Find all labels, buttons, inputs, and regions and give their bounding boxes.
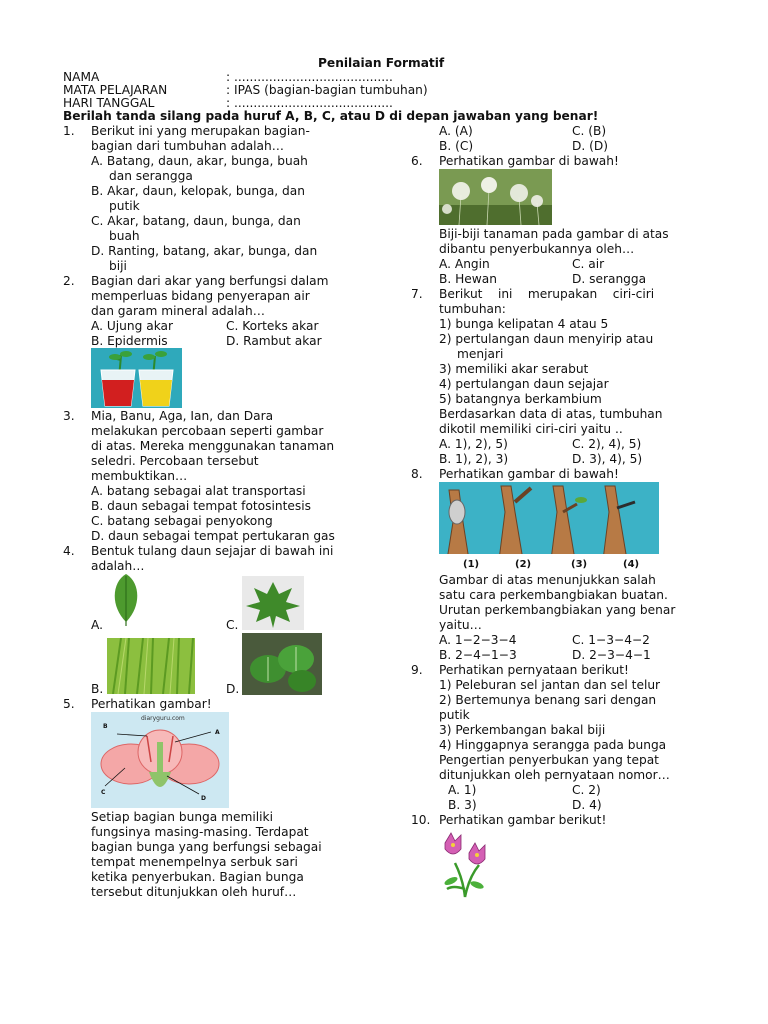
q3-text: seledri. Percobaan tersebut — [91, 454, 259, 468]
mapel-value: : IPAS (bagian-bagian tumbuhan) — [226, 83, 428, 97]
q8-text: satu cara perkembangbiakan buatan. — [439, 588, 668, 602]
q3-option-b[interactable]: B. daun sebagai tempat fotosintesis — [91, 499, 311, 513]
leaf-image-c — [242, 576, 304, 630]
step-4-label: (4) — [623, 559, 640, 570]
q1-option-c[interactable]: buah — [109, 229, 140, 243]
q6-option-a[interactable]: A. Angin — [439, 257, 490, 271]
q1-option-d[interactable]: biji — [109, 259, 127, 273]
q1-text: bagian dari tumbuhan adalah… — [91, 139, 284, 153]
instruction: Berilah tanda silang pada huruf A, B, C, atau D di depan jawaban yang benar! — [63, 109, 599, 123]
q2-option-c[interactable]: C. Korteks akar — [226, 319, 319, 333]
q1-option-d[interactable]: D. Ranting, batang, akar, bunga, dan — [91, 244, 318, 258]
q5-option-a[interactable]: A. (A) — [439, 124, 473, 138]
hari-label: HARI TANGGAL — [63, 96, 155, 110]
q6-text: dibantu penyerbukannya oleh… — [439, 242, 635, 256]
q9-item: 4) Hinggapnya serangga pada bunga — [439, 738, 667, 752]
q6-text: Perhatikan gambar di bawah! — [439, 154, 619, 168]
q3-option-d[interactable]: D. daun sebagai tempat pertukaran gas — [91, 529, 335, 543]
mapel-label: MATA PELAJARAN — [63, 83, 168, 97]
q7-text: Berikut ini merupakan ciri-ciri — [439, 287, 655, 301]
leaf-image-b — [107, 638, 195, 694]
q6-text: Biji-biji tanaman pada gambar di atas — [439, 227, 669, 241]
q7-option-c[interactable]: C. 2), 4), 5) — [572, 437, 642, 451]
q1-option-c[interactable]: C. Akar, batang, daun, bunga, dan — [91, 214, 301, 228]
q1-option-a[interactable]: dan serangga — [109, 169, 193, 183]
q4-option-b[interactable]: B. — [91, 682, 104, 696]
q9-item: putik — [439, 708, 470, 722]
q2-option-d[interactable]: D. Rambut akar — [226, 334, 322, 348]
q6-option-b[interactable]: B. Hewan — [439, 272, 497, 286]
q8-text: Urutan perkembangbiakan yang benar — [439, 603, 676, 617]
q5-option-b[interactable]: B. (C) — [439, 139, 474, 153]
q2-text: Bagian dari akar yang berfungsi dalam — [91, 274, 329, 288]
q9-option-c[interactable]: C. 2) — [572, 783, 601, 797]
q8-text: Gambar di atas menunjukkan salah — [439, 573, 656, 587]
q7-text: dikotil memiliki ciri-ciri yaitu .. — [439, 422, 623, 436]
q4-option-c[interactable]: C. — [226, 618, 239, 632]
q6-option-d[interactable]: D. serangga — [572, 272, 647, 286]
q4-text: adalah… — [91, 559, 145, 573]
dandelion-image — [439, 169, 552, 225]
q5-text: tersebut ditunjukkan oleh huruf… — [91, 885, 297, 899]
diagram-label-a: A — [215, 729, 220, 736]
diagram-label-d: D — [201, 795, 206, 802]
grafting-steps-image — [439, 482, 659, 572]
leaf-image-a — [108, 572, 144, 628]
q7-item: 3) memiliki akar serabut — [439, 362, 589, 376]
q1-text: Berikut ini yang merupakan bagian- — [91, 124, 310, 138]
q5-text: ketika penyerbukan. Bagian bunga — [91, 870, 304, 884]
q4-option-d[interactable]: D. — [226, 682, 240, 696]
q4-option-a[interactable]: A. — [91, 618, 103, 632]
q8-option-d[interactable]: D. 2−3−4−1 — [572, 648, 651, 662]
q3-text: di atas. Mereka menggunakan tanaman — [91, 439, 335, 453]
step-3-label: (3) — [571, 559, 588, 570]
q7-number: 7. — [411, 287, 423, 301]
q9-option-b[interactable]: B. 3) — [448, 798, 477, 812]
q3-text: Mia, Banu, Aga, Ian, dan Dara — [91, 409, 274, 423]
q4-number: 4. — [63, 544, 75, 558]
q8-number: 8. — [411, 467, 423, 481]
q7-item: 1) bunga kelipatan 4 atau 5 — [439, 317, 609, 331]
step-1-label: (1) — [463, 559, 480, 570]
q6-option-c[interactable]: C. air — [572, 257, 605, 271]
q7-option-d[interactable]: D. 3), 4), 5) — [572, 452, 643, 466]
celery-experiment-image — [91, 348, 182, 408]
q2-option-a[interactable]: A. Ujung akar — [91, 319, 174, 333]
q7-item: menjari — [457, 347, 504, 361]
q5-number: 5. — [63, 697, 75, 711]
q9-number: 9. — [411, 663, 423, 677]
step-2-label: (2) — [515, 559, 532, 570]
q7-text: Berdasarkan data di atas, tumbuhan — [439, 407, 663, 421]
q2-text: dan garam mineral adalah… — [91, 304, 265, 318]
q9-item: 3) Perkembangan bakal biji — [439, 723, 606, 737]
q8-option-a[interactable]: A. 1−2−3−4 — [439, 633, 517, 647]
q9-item: 2) Bertemunya benang sari dengan — [439, 693, 657, 707]
q5-text: Perhatikan gambar! — [91, 697, 212, 711]
q7-item: 4) pertulangan daun sejajar — [439, 377, 609, 391]
q5-option-c[interactable]: C. (B) — [572, 124, 607, 138]
q3-text: membuktikan… — [91, 469, 188, 483]
nama-label: NAMA — [63, 70, 100, 84]
q8-option-b[interactable]: B. 2−4−1−3 — [439, 648, 517, 662]
q3-number: 3. — [63, 409, 75, 423]
q6-number: 6. — [411, 154, 423, 168]
q1-option-b[interactable]: B. Akar, daun, kelopak, bunga, dan — [91, 184, 305, 198]
diagram-site-label: diaryguru.com — [141, 715, 185, 722]
flower-diagram-image — [91, 712, 229, 808]
q1-option-b[interactable]: putik — [109, 199, 140, 213]
q5-text: bagian bunga yang berfungsi sebagai — [91, 840, 322, 854]
q10-text: Perhatikan gambar berikut! — [439, 813, 607, 827]
q4-text: Bentuk tulang daun sejajar di bawah ini — [91, 544, 334, 558]
flower-plant-image — [439, 829, 497, 899]
q8-text: yaitu… — [439, 618, 482, 632]
q9-item: 1) Peleburan sel jantan dan sel telur — [439, 678, 661, 692]
q7-option-b[interactable]: B. 1), 2), 3) — [439, 452, 509, 466]
q9-text: Pengertian penyerbukan yang tepat — [439, 753, 659, 767]
q7-text: tumbuhan: — [439, 302, 506, 316]
q3-option-c[interactable]: C. batang sebagai penyokong — [91, 514, 273, 528]
q7-item: 5) batangnya berkambium — [439, 392, 602, 406]
q2-text: memperluas bidang penyerapan air — [91, 289, 310, 303]
leaf-image-d — [242, 633, 322, 695]
hari-value: : ......................................... — [226, 96, 393, 110]
q5-option-d[interactable]: D. (D) — [572, 139, 609, 153]
q10-number: 10. — [411, 813, 431, 827]
q7-option-a[interactable]: A. 1), 2), 5) — [439, 437, 508, 451]
q7-item: 2) pertulangan daun menyirip atau — [439, 332, 654, 346]
q8-text: Perhatikan gambar di bawah! — [439, 467, 619, 481]
q3-text: melakukan percobaan seperti gambar — [91, 424, 324, 438]
q5-text: Setiap bagian bunga memiliki — [91, 810, 273, 824]
diagram-label-c: C — [101, 789, 106, 796]
q9-text: ditunjukkan oleh pernyataan nomor… — [439, 768, 670, 782]
page-title: Penilaian Formatif — [318, 56, 445, 70]
q2-option-b[interactable]: B. Epidermis — [91, 334, 168, 348]
q5-text: fungsinya masing-masing. Terdapat — [91, 825, 309, 839]
q9-option-d[interactable]: D. 4) — [572, 798, 602, 812]
q8-option-c[interactable]: C. 1−3−4−2 — [572, 633, 650, 647]
nama-value: : ......................................... — [226, 70, 393, 84]
q9-option-a[interactable]: A. 1) — [448, 783, 477, 797]
q2-number: 2. — [63, 274, 75, 288]
diagram-label-b: B — [103, 723, 108, 730]
q1-option-a[interactable]: A. Batang, daun, akar, bunga, buah — [91, 154, 308, 168]
q1-number: 1. — [63, 124, 75, 138]
q3-option-a[interactable]: A. batang sebagai alat transportasi — [91, 484, 306, 498]
q5-text: tempat menempelnya serbuk sari — [91, 855, 298, 869]
q9-text: Perhatikan pernyataan berikut! — [439, 663, 629, 677]
